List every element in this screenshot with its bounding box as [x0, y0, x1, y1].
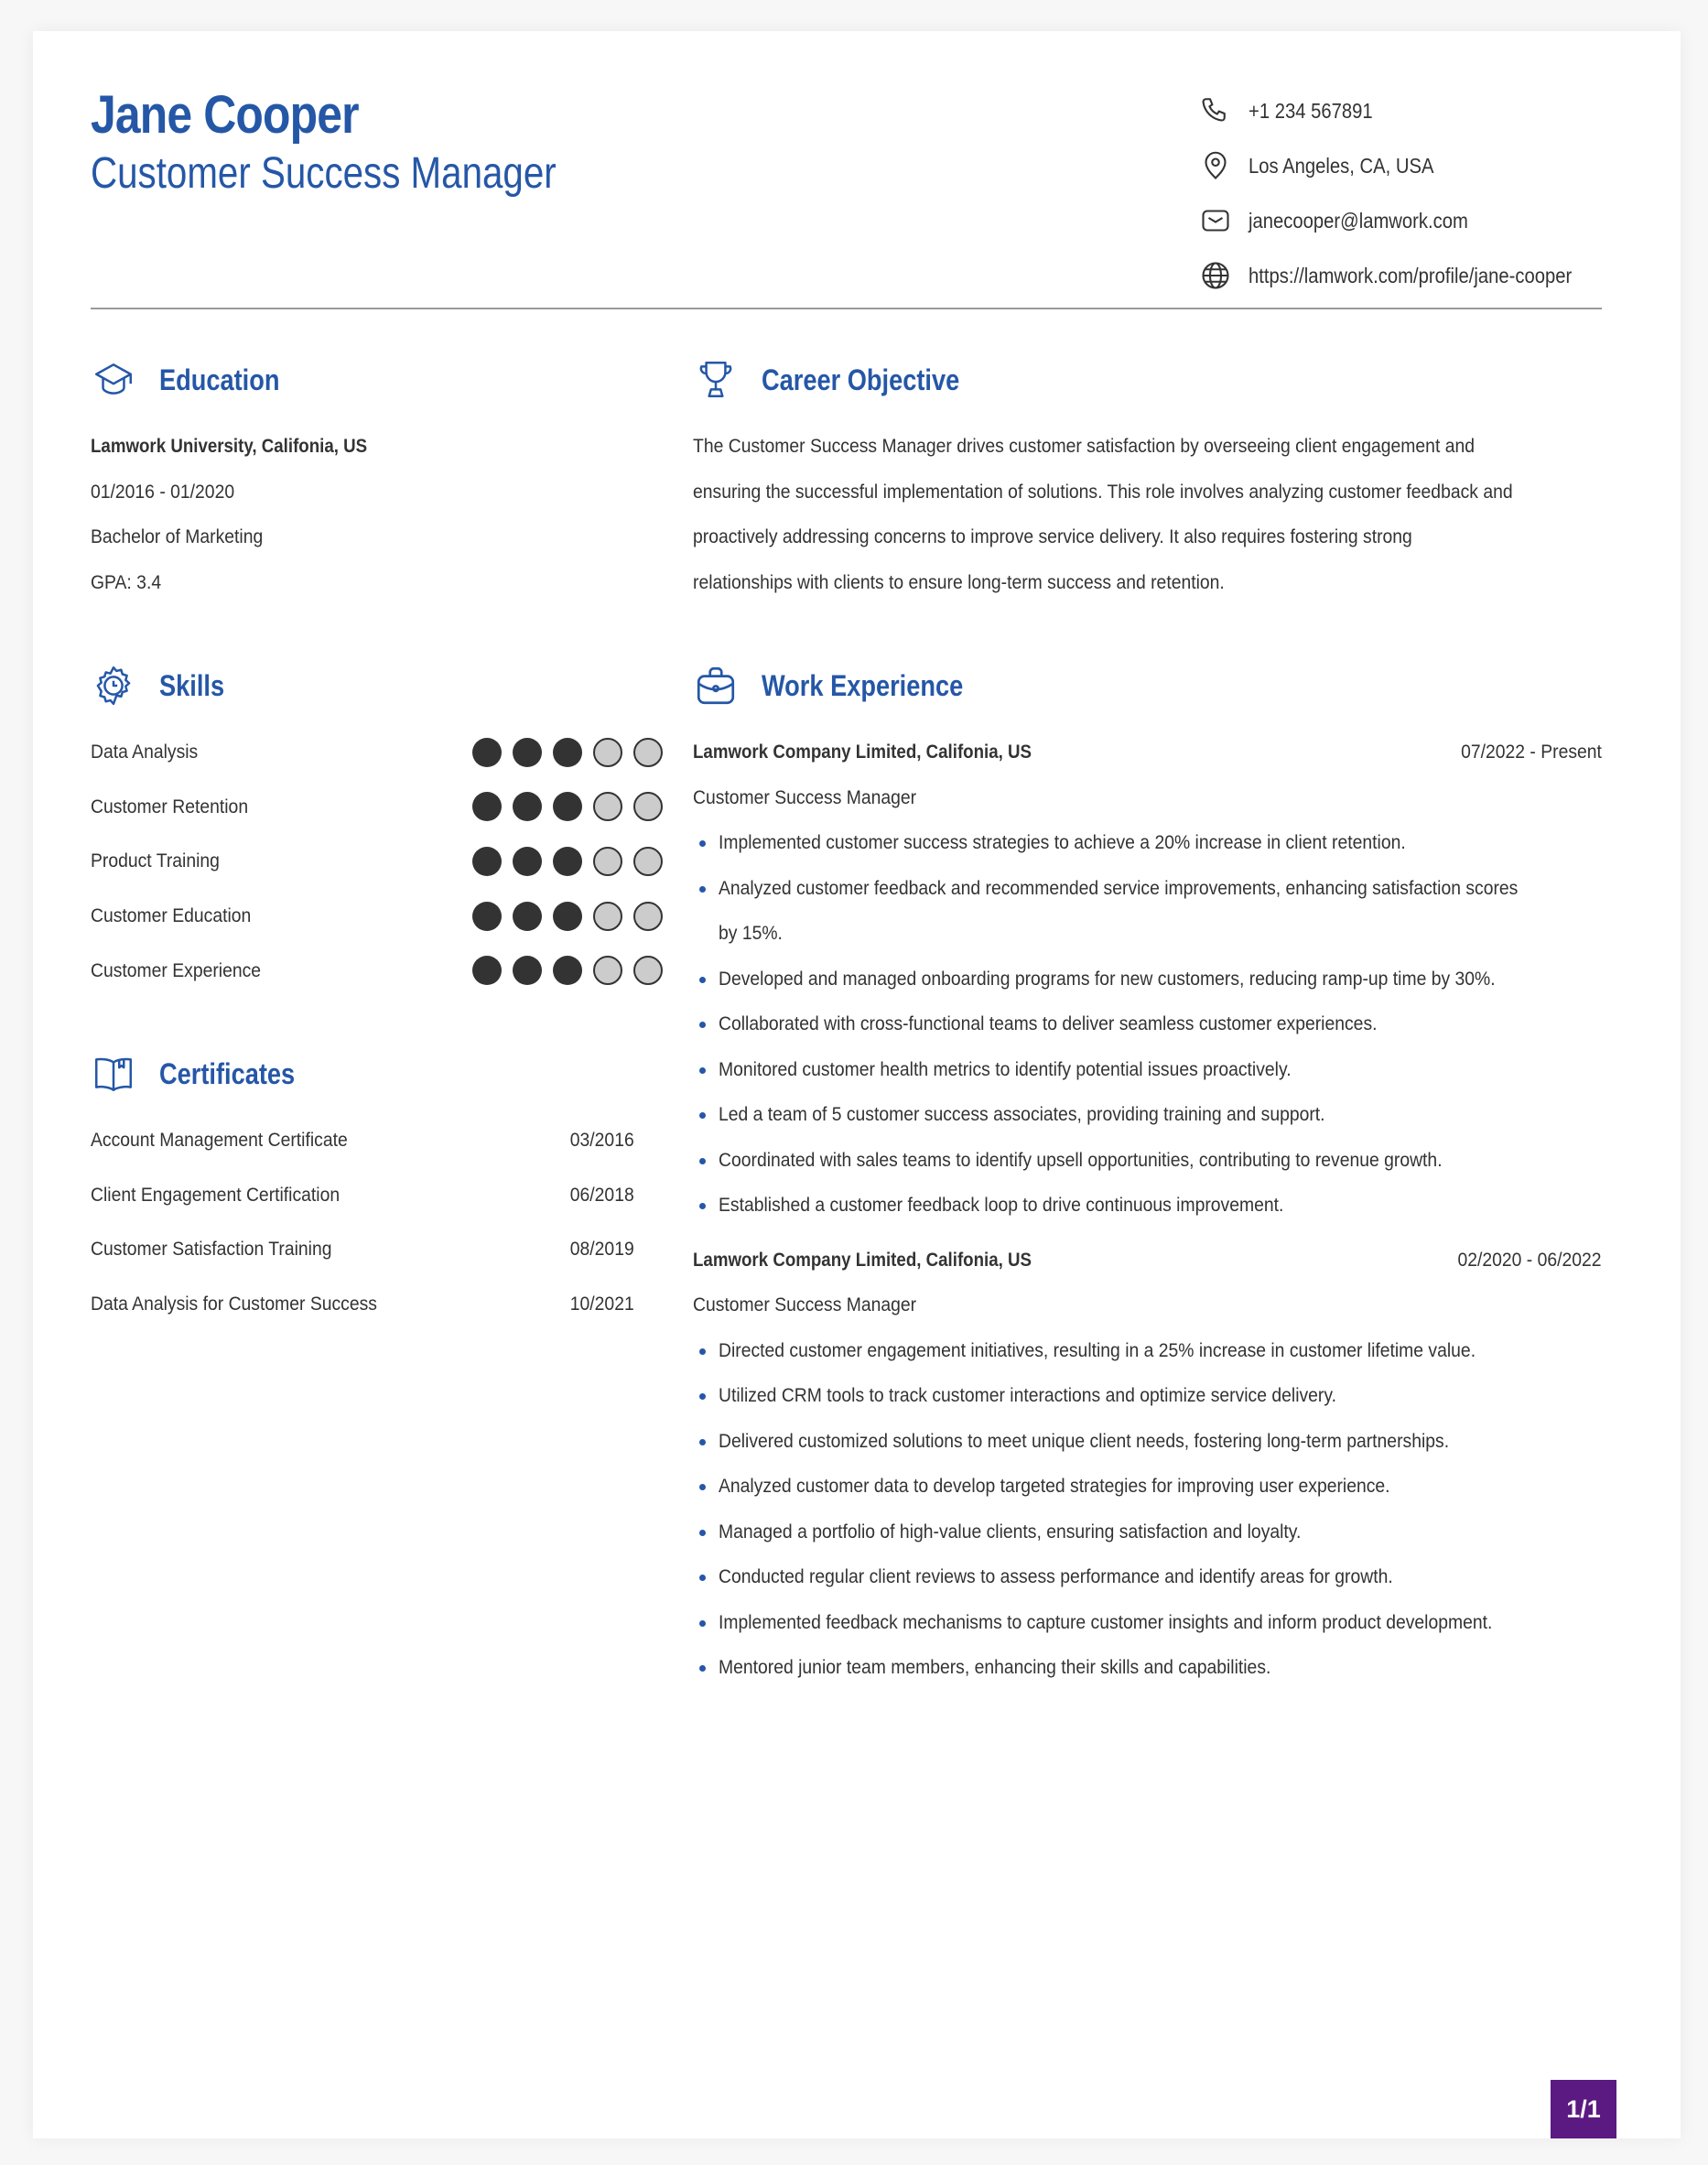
certificate-name: Customer Satisfaction Training: [91, 1238, 332, 1261]
certificate-row: [91, 1277, 634, 1332]
skill-name: Data Analysis: [91, 741, 199, 763]
rating-dot-filled: [553, 792, 582, 821]
achievement-item: Developed and managed onboarding programs for new customers, reducing ramp-up time by 30%.: [693, 957, 1602, 1002]
education-school: Lamwork University, Califonia, US: [91, 435, 368, 457]
certificate-row: [91, 1168, 634, 1223]
rating-dot-empty: [633, 792, 663, 821]
certificate-name: Data Analysis for Customer Success: [91, 1293, 377, 1315]
education-heading: Education: [91, 357, 663, 403]
candidate-title: Customer Success Manager: [91, 149, 557, 198]
rating-dot-empty: [593, 847, 622, 876]
rating-dot-filled: [513, 902, 542, 931]
rating-dot-filled: [472, 847, 502, 876]
phone-icon: [1199, 94, 1232, 127]
achievement-item: Utilized CRM tools to track customer interactions and optimize service delivery.: [693, 1373, 1602, 1419]
rating-dot-empty: [633, 847, 663, 876]
contact-email: [1199, 202, 1657, 239]
skill-rating: [472, 792, 663, 821]
skill-name: Customer Retention: [91, 795, 249, 817]
objective-section: [693, 357, 1602, 605]
rating-dot-filled: [513, 792, 542, 821]
header-divider: [91, 308, 1602, 309]
job-header: [693, 1238, 1602, 1283]
jobs-list: [693, 730, 1602, 1691]
job-header: [693, 730, 1602, 775]
mail-icon: [1199, 204, 1232, 237]
certificates-section: [91, 1051, 663, 1331]
education-section: [91, 357, 663, 605]
job-role: Customer Success Manager: [693, 785, 917, 808]
achievement-item: Mentored junior team members, enhancing their skills and capabilities.: [693, 1645, 1602, 1691]
website-link[interactable]: https://lamwork.com/profile/jane-cooper: [1249, 263, 1573, 287]
certificate-name: Account Management Certificate: [91, 1129, 348, 1152]
rating-dot-empty: [593, 738, 622, 767]
achievement-item: Analyzed customer data to develop targeted strategies for improving user experience.: [693, 1464, 1602, 1510]
skill-name: Product Training: [91, 850, 220, 872]
objective-heading: Career Objective: [693, 357, 1602, 403]
rating-dot-filled: [553, 738, 582, 767]
job-achievements: [693, 820, 1602, 1229]
certificate-date: 08/2019: [570, 1238, 634, 1261]
trophy-icon: [693, 357, 739, 403]
achievement-item: Implemented customer success strategies to achieve a 20% increase in client retention.: [693, 820, 1602, 866]
skill-rating: [472, 847, 663, 876]
rating-dot-filled: [513, 847, 542, 876]
phone-text: +1 234 567891: [1249, 98, 1373, 123]
skills-section: [91, 663, 663, 998]
contact-phone: [1199, 92, 1657, 129]
candidate-name: Jane Cooper: [91, 85, 359, 145]
job-entry: [693, 730, 1602, 1229]
job-achievements: [693, 1328, 1602, 1691]
skill-row: [91, 725, 663, 780]
skill-name: Customer Education: [91, 904, 252, 927]
work-experience-section: [693, 663, 1602, 1691]
skills-heading: Skills: [91, 663, 663, 709]
job-entry: [693, 1238, 1602, 1691]
gear-clock-icon: [91, 663, 136, 709]
skill-row: [91, 889, 663, 944]
book-icon: [91, 1051, 136, 1097]
contact-website: [1199, 257, 1657, 294]
resume-page: [33, 31, 1681, 2138]
achievement-item: Directed customer engagement initiatives, resulting in a 25% increase in customer lifetime value.: [693, 1328, 1602, 1374]
achievement-item: Implemented feedback mechanisms to capture customer insights and inform product development.: [693, 1600, 1602, 1646]
certificate-name: Client Engagement Certification: [91, 1183, 341, 1206]
certificate-row: [91, 1222, 634, 1277]
rating-dot-empty: [633, 956, 663, 985]
skill-row: [91, 780, 663, 835]
skills-list: [91, 725, 663, 998]
globe-icon: [1199, 259, 1232, 292]
achievement-item: Coordinated with sales teams to identify upsell opportunities, contributing to revenue growth.: [693, 1138, 1602, 1184]
achievement-item: Analyzed customer feedback and recommended service improvements, enhancing satisfaction scores by 15%.: [693, 866, 1602, 957]
job-dates: 02/2020 - 06/2022: [1457, 1248, 1602, 1271]
rating-dot-filled: [553, 956, 582, 985]
rating-dot-filled: [513, 956, 542, 985]
education-degree: Bachelor of Marketing: [91, 525, 264, 547]
certificate-date: 06/2018: [570, 1183, 634, 1206]
rating-dot-filled: [472, 738, 502, 767]
objective-text: The Customer Success Manager drives customer satisfaction by overseeing client engagement and ensuring the successful implementation of solutions. This role involves analyzing customer feedback and proactively addressing concerns to improve service delivery. It also requires fostering strong relationships with clients to ensure long-term success and retention.: [693, 435, 1513, 593]
skill-row: [91, 943, 663, 998]
certificate-date: 03/2016: [570, 1129, 634, 1152]
rating-dot-filled: [553, 902, 582, 931]
certificates-list: [91, 1113, 663, 1331]
job-role: Customer Success Manager: [693, 1294, 917, 1315]
work-heading: Work Experience: [693, 663, 1602, 709]
achievement-item: Delivered customized solutions to meet unique client needs, fostering long-term partnerships.: [693, 1419, 1602, 1465]
achievement-item: Collaborated with cross-functional teams to deliver seamless customer experiences.: [693, 1001, 1602, 1047]
briefcase-icon: [693, 663, 739, 709]
location-text: Los Angeles, CA, USA: [1249, 153, 1434, 178]
page-indicator: 1/1: [1551, 2080, 1616, 2138]
achievement-item: Monitored customer health metrics to identify potential issues proactively.: [693, 1047, 1602, 1093]
email-text: janecooper@lamwork.com: [1249, 208, 1468, 233]
job-dates: 07/2022 - Present: [1461, 741, 1602, 763]
rating-dot-filled: [513, 738, 542, 767]
rating-dot-empty: [633, 902, 663, 931]
achievement-item: Led a team of 5 customer success associates, providing training and support.: [693, 1092, 1602, 1138]
rating-dot-empty: [593, 956, 622, 985]
rating-dot-filled: [472, 792, 502, 821]
skill-rating: [472, 902, 663, 931]
achievement-item: Conducted regular client reviews to assess performance and identify areas for growth.: [693, 1554, 1602, 1600]
achievement-item: Managed a portfolio of high-value clients, ensuring satisfaction and loyalty.: [693, 1510, 1602, 1555]
rating-dot-empty: [593, 902, 622, 931]
skill-rating: [472, 738, 663, 767]
rating-dot-empty: [593, 792, 622, 821]
rating-dot-filled: [472, 902, 502, 931]
certificate-row: [91, 1113, 634, 1168]
certificate-date: 10/2021: [570, 1293, 634, 1315]
rating-dot-empty: [633, 738, 663, 767]
achievement-item: Established a customer feedback loop to drive continuous improvement.: [693, 1183, 1602, 1229]
skill-rating: [472, 956, 663, 985]
rating-dot-filled: [472, 956, 502, 985]
skill-row: [91, 834, 663, 889]
education-gpa: GPA: 3.4: [91, 570, 162, 593]
certificates-heading: Certificates: [91, 1051, 663, 1097]
contact-location: [1199, 147, 1657, 184]
education-dates: 01/2016 - 01/2020: [91, 480, 235, 503]
rating-dot-filled: [553, 847, 582, 876]
graduation-cap-icon: [91, 357, 136, 403]
job-company: Lamwork Company Limited, Califonia, US: [693, 1248, 1032, 1271]
location-pin-icon: [1199, 149, 1232, 182]
skill-name: Customer Experience: [91, 958, 262, 981]
job-company: Lamwork Company Limited, Califonia, US: [693, 741, 1032, 763]
